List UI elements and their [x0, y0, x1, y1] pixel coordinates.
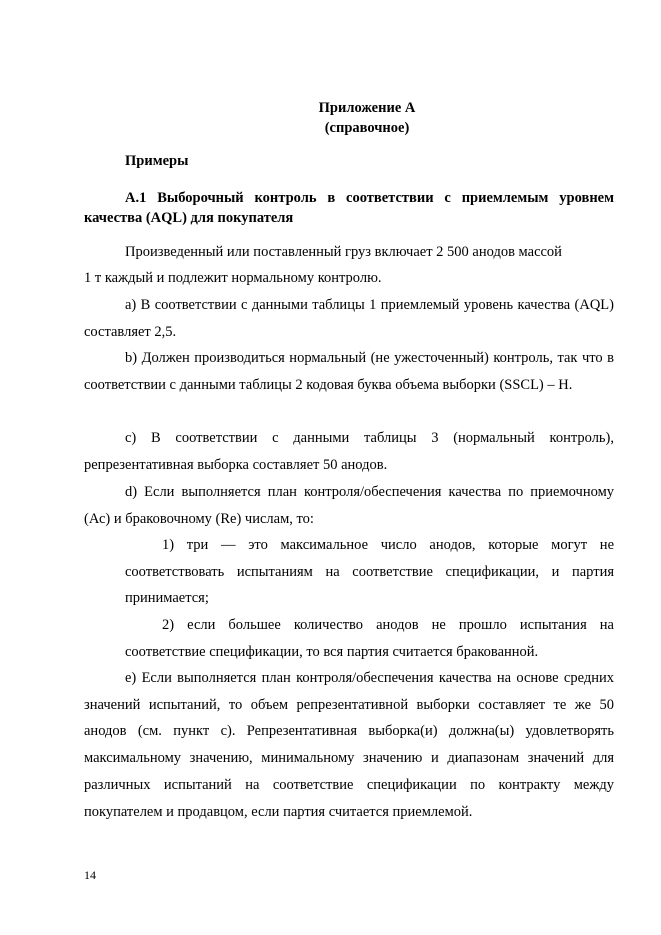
- paragraph-intro-line1: Произведенный или поставленный груз включает 2 500 анодов массой: [125, 244, 562, 260]
- section-a1-heading: А.1 Выборочный контроль в соответствии с приемлемым уровнем качества (AQL) для покупателя: [84, 190, 614, 226]
- paragraph-c: с) В соответствии с данными таблицы 3 (нормальный контроль), репрезентативная выборка составляет 50 анодов.: [84, 430, 614, 473]
- paragraph-e: е) Если выполняется план контроля/обеспечения качества на основе средних значений испытаний, то объем репрезентативной выборки составляет те же 50 анодов (см. пункт с). Репрезентативная выборка(и) должна(ы) удовлетворять максимальному значению, минимальному значению и диапазонам значений для различных испытаний на соответствие спецификации по контракту между покупателем и продавцом, если партия считается приемлемой.: [84, 670, 614, 820]
- appendix-title: Приложение А: [318, 100, 416, 116]
- examples-heading: Примеры: [125, 153, 189, 169]
- paragraph-d: d) Если выполняется план контроля/обеспечения качества по приемочному (Ас) и браковочному (Re) числам, то:: [84, 484, 614, 527]
- paragraph-a: а) В соответствии с данными таблицы 1 приемлемый уровень качества (AQL) составляет 2,5.: [84, 297, 614, 340]
- paragraph-b: b) Должен производиться нормальный (не ужесточенный) контроль, так что в соответствии с данными таблицы 2 кодовая буква объема выборки (SSCL) – Н.: [84, 350, 614, 393]
- paragraph-d1: 1) три — это максимальное число анодов, которые могут не соответствовать испытаниям на соответствие спецификации, и партия принимается;: [125, 537, 614, 607]
- paragraph-d2: 2) если большее количество анодов не прошло испытания на соответствие спецификации, то вся партия считается бракованной.: [125, 617, 614, 660]
- paragraph-intro-line2: 1 т каждый и подлежит нормальному контролю.: [84, 270, 382, 286]
- page-number: 14: [84, 868, 96, 882]
- appendix-subtitle: (справочное): [324, 120, 410, 136]
